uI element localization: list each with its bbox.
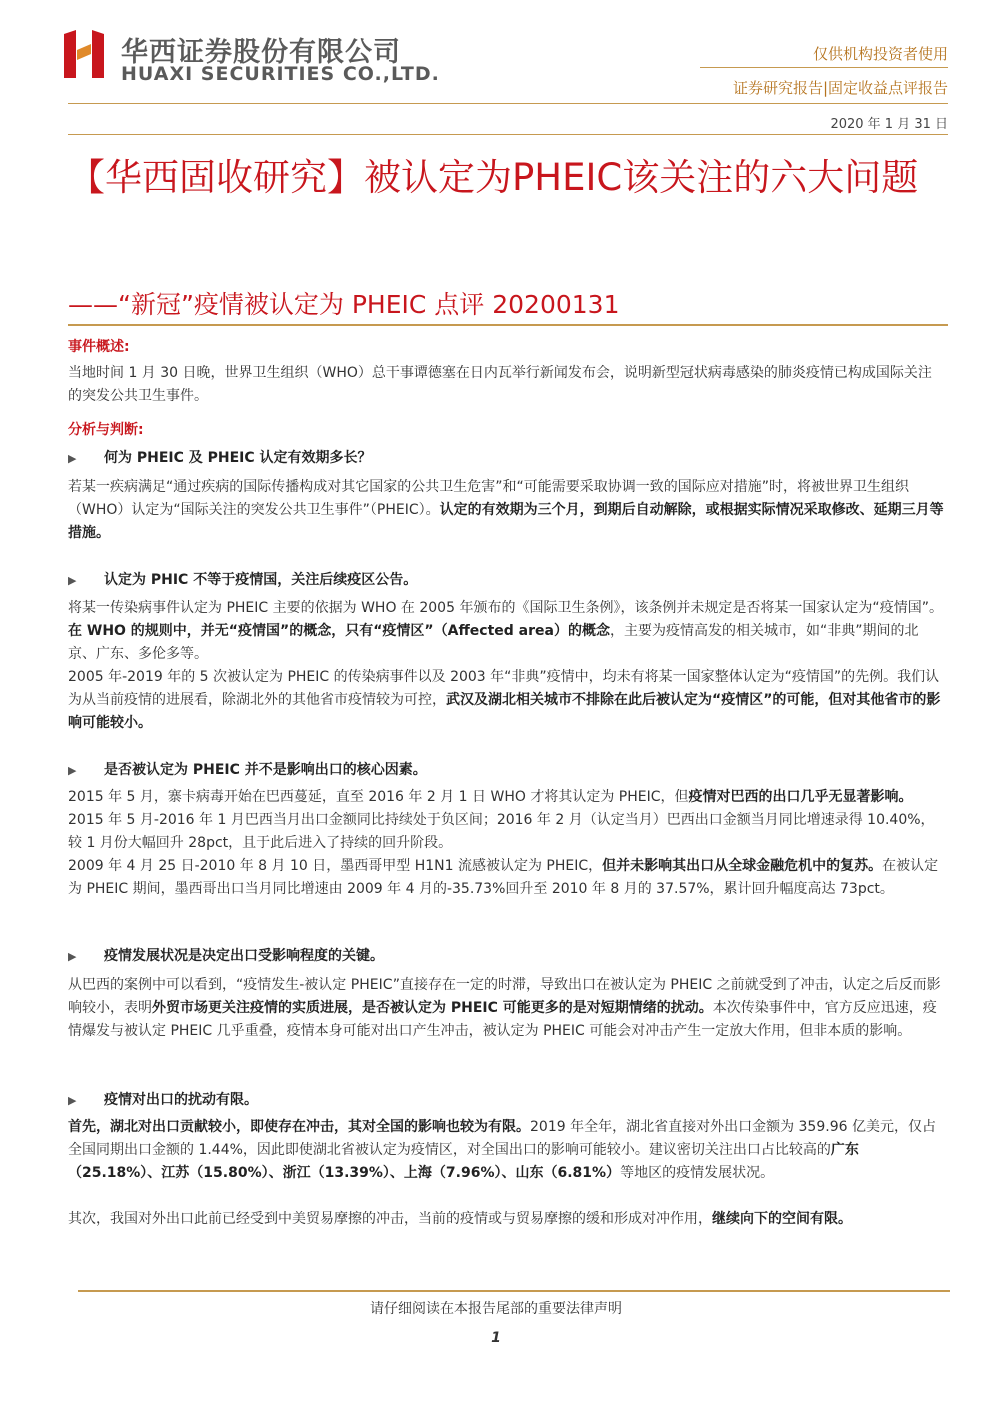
q5-paragraph-2: 其次，我国对外出口此前已经受到中美贸易摩擦的冲击，当前的疫情或与贸易摩擦的缓和形成对冲作用，继续向下的空间有限。 bbox=[68, 1211, 852, 1227]
q3-heading: ▶ 是否被认定为 PHEIC 并不是影响出口的核心因素。 bbox=[68, 762, 427, 778]
title-divider bbox=[68, 324, 948, 326]
report-date: 2020 年 1 月 31 日 bbox=[830, 117, 948, 132]
company-logo-icon bbox=[64, 28, 104, 80]
q1-heading: ▶ 何为 PHEIC 及 PHEIC 认定有效期多长？ bbox=[68, 450, 372, 466]
arrow-bullet-icon: ▶ bbox=[68, 452, 77, 465]
report-subtitle: ——“新冠”疫情被认定为 PHEIC 点评 20200131 bbox=[68, 290, 620, 319]
q2-paragraph-2: 2005 年-2019 年的 5 次被认定为 PHEIC 的传染病事件以及 2003 年“非典”疫情中，均未有将某一国家整体认定为“疫情国”的先例。我们认为从当前疫情的进展看，除湖北外的其他省市疫情较为可控，武汉及湖北相关城市不排除在此后被认定为“疫情区”的可能，但对其他省市的影响可能较小。 bbox=[68, 669, 941, 731]
report-title: 【华西固收研究】被认定为PHEIC该关注的六大问题 bbox=[68, 156, 919, 199]
legal-notice: 请仔细阅读在本报告尾部的重要法律声明 bbox=[370, 1301, 622, 1317]
company-name-en: HUAXI SECURITIES CO.,LTD. bbox=[121, 63, 440, 85]
q4-paragraph: 从巴西的案例中可以看到，“疫情发生-被认定 PHEIC”直接存在一定的时滞，导致出口在被认定为 PHEIC 之前就受到了冲击，认定之后反而影响较小，表明外贸市场更关注疫情的实质进展，是否被认定为 PHEIC 可能更多的是对短期情绪的扰动。本次传染事件中，官方反应迅速，疫情爆发与被认定 PHEIC 几乎重叠，疫情本身可能对出口产生冲击，被认定为 PHEIC 可能会对冲击产生一定放大作用，但非本质的影响。 bbox=[68, 977, 941, 1039]
company-name-cn: 华西证券股份有限公司 bbox=[121, 37, 401, 68]
header-divider-short bbox=[700, 67, 948, 68]
q2-heading: ▶ 认定为 PHIC 不等于疫情国，关注后续疫区公告。 bbox=[68, 572, 418, 588]
report-type: 证券研究报告|固定收益点评报告 bbox=[732, 79, 948, 97]
q2-paragraph-1: 将某一传染病事件认定为 PHEIC 主要的依据为 WHO 在 2005 年颁布的《国际卫生条例》，该条例并未规定是否将某一国家认定为“疫情国”。在 WHO 的规则中，并无“疫情国”的概念，只有“疫情区”（Affected area）的概念，主要为疫情高发的相关城市，如“非典”期间的北京、广东、多伦多等。 bbox=[68, 600, 943, 662]
q3-paragraph-2: 2009 年 4 月 25 日-2010 年 8 月 10 日，墨西哥甲型 H1N1 流感被认定为 PHEIC，但并未影响其出口从全球金融危机中的复苏。在被认定为 PHEIC 期间，墨西哥出口当月同比增速由 2009 年 4 月的-35.73%回升至 2010 年 8 月的 37.57%，累计回升幅度高达 73pct。 bbox=[68, 858, 939, 897]
arrow-bullet-icon: ▶ bbox=[68, 1094, 77, 1107]
arrow-bullet-icon: ▶ bbox=[68, 950, 77, 963]
arrow-bullet-icon: ▶ bbox=[68, 764, 77, 777]
analysis-label: 分析与判断: bbox=[68, 422, 144, 438]
q1-paragraph: 若某一疾病满足“通过疾病的国际传播构成对其它国家的公共卫生危害”和“可能需要采取协调一致的国际应对措施”时，将被世界卫生组织（WHO）认定为“国际关注的突发公共卫生事件”（PHEIC）。认定的有效期为三个月，到期后自动解除，或根据实际情况采取修改、延期三月等措施。 bbox=[68, 479, 944, 541]
q3-paragraph-1: 2015 年 5 月，寨卡病毒开始在巴西蔓延，直至 2016 年 2 月 1 日 WHO 才将其认定为 PHEIC，但疫情对巴西的出口几乎无显著影响。2015 年 5 月-2016 年 1 月巴西当月出口金额同比持续处于负区间；2016 年 2 月（认定当月）巴西出口金额当月同比增速录得 10.40%，较 1 月份大幅回升 28pct，且于此后进入了持续的回升阶段。 bbox=[68, 789, 935, 851]
header-divider bbox=[68, 103, 948, 104]
q5-paragraph-1: 首先，湖北对出口贡献较小，即使存在冲击，其对全国的影响也较为有限。2019 年全年，湖北省直接对外出口金额为 359.96 亿美元，仅占全国同期出口金额的 1.44%，因此即使湖北省被认定为疫情区，对全国出口的影响可能较小。建议密切关注出口占比较高的广东（25.18%）、江苏（15.80%）、浙江（13.39%）、上海（7.96%）、山东（6.81%）等地区的疫情发展状况。 bbox=[68, 1119, 936, 1181]
arrow-bullet-icon: ▶ bbox=[68, 574, 77, 587]
page-number: 1 bbox=[491, 1330, 501, 1346]
event-label: 事件概述: bbox=[68, 339, 130, 355]
event-paragraph: 当地时间 1 月 30 日晚，世界卫生组织（WHO）总干事谭德塞在日内瓦举行新闻发布会，说明新型冠状病毒感染的肺炎疫情已构成国际关注的突发公共卫生事件。 bbox=[68, 365, 932, 404]
date-divider bbox=[68, 134, 948, 135]
q5-heading: ▶ 疫情对出口的扰动有限。 bbox=[68, 1092, 258, 1108]
q4-heading: ▶ 疫情发展状况是决定出口受影响程度的关键。 bbox=[68, 948, 384, 964]
audience-note: 仅供机构投资者使用 bbox=[812, 45, 948, 63]
footer-divider bbox=[78, 1290, 950, 1292]
